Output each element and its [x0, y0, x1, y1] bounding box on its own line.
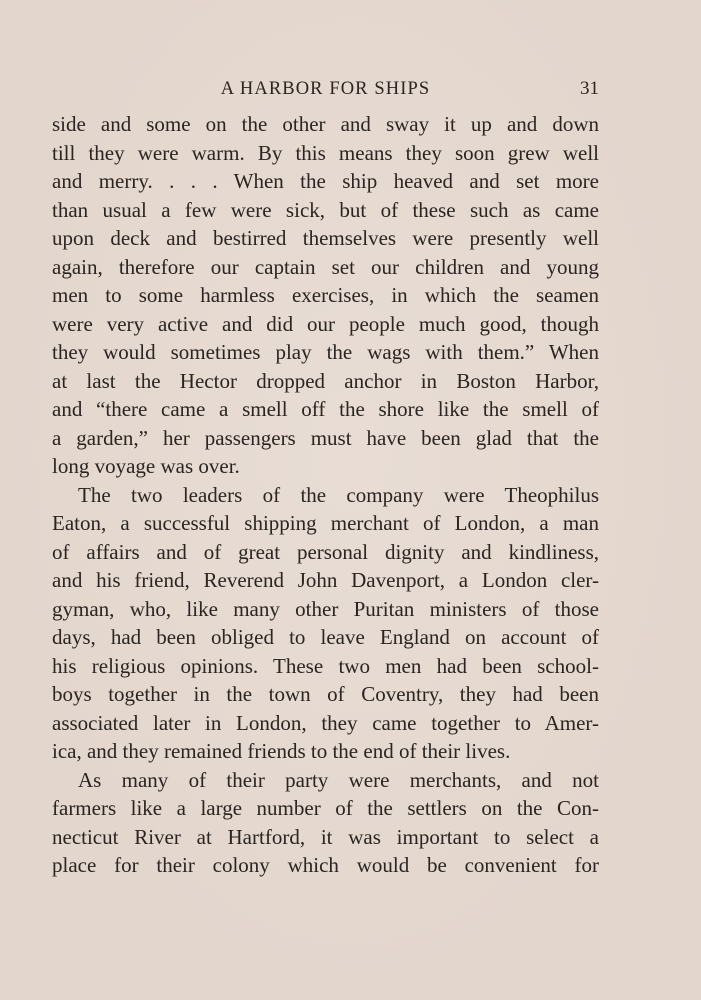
paragraph-start-line: As many of their party were merchants, and not — [78, 767, 599, 792]
paragraph-start-line: The two leaders of the company were Theophilus — [78, 482, 599, 507]
page-header — [52, 77, 599, 101]
paragraph-end-line: ica, and they remained friends to the end of their lives. — [52, 739, 511, 763]
text-line: place for their colony which would be convenient for — [52, 853, 599, 877]
text-line: gyman, who, like many other Puritan ministers of those — [52, 596, 599, 621]
text-line: again, therefore our captain set our children and young — [52, 254, 599, 279]
text-line: his religious opinions. These two men had been school- — [52, 653, 599, 678]
text-line: days, had been obliged to leave England on account of — [52, 625, 599, 649]
text-line: of affairs and of great personal dignity and kindliness, — [52, 539, 599, 564]
body-text — [52, 110, 599, 880]
text-line: necticut River at Hartford, it was important to select a — [52, 824, 599, 849]
text-line: and his friend, Reverend John Davenport, a London cler- — [52, 568, 599, 592]
page-number: 31 — [580, 78, 599, 99]
text-line: upon deck and bestirred themselves were presently well — [52, 226, 599, 250]
text-line: a garden,” her passengers must have been glad that the — [52, 425, 599, 450]
text-line: at last the Hector dropped anchor in Boston Harbor, — [52, 368, 599, 393]
text-line: Eaton, a successful shipping merchant of London, a man — [52, 511, 599, 535]
text-line: than usual a few were sick, but of these such as came — [52, 197, 599, 222]
text-line: and merry. . . . When the ship heaved and set more — [52, 169, 599, 193]
text-line: boys together in the town of Coventry, they had been — [52, 682, 599, 706]
text-line: side and some on the other and sway it up and down — [52, 112, 599, 136]
text-line: and “there came a smell off the shore like the smell of — [52, 397, 599, 421]
text-line: associated later in London, they came together to Amer- — [52, 710, 599, 735]
text-line: they would sometimes play the wags with them.” When — [52, 340, 599, 364]
text-line: men to some harmless exercises, in which the seamen — [52, 283, 599, 307]
text-line: till they were warm. By this means they soon grew well — [52, 140, 599, 165]
text-line: farmers like a large number of the settlers on the Con- — [52, 796, 599, 820]
text-line: were very active and did our people much good, though — [52, 311, 599, 336]
running-head: A HARBOR FOR SHIPS — [220, 79, 431, 99]
paragraph-end-line: long voyage was over. — [52, 454, 240, 478]
